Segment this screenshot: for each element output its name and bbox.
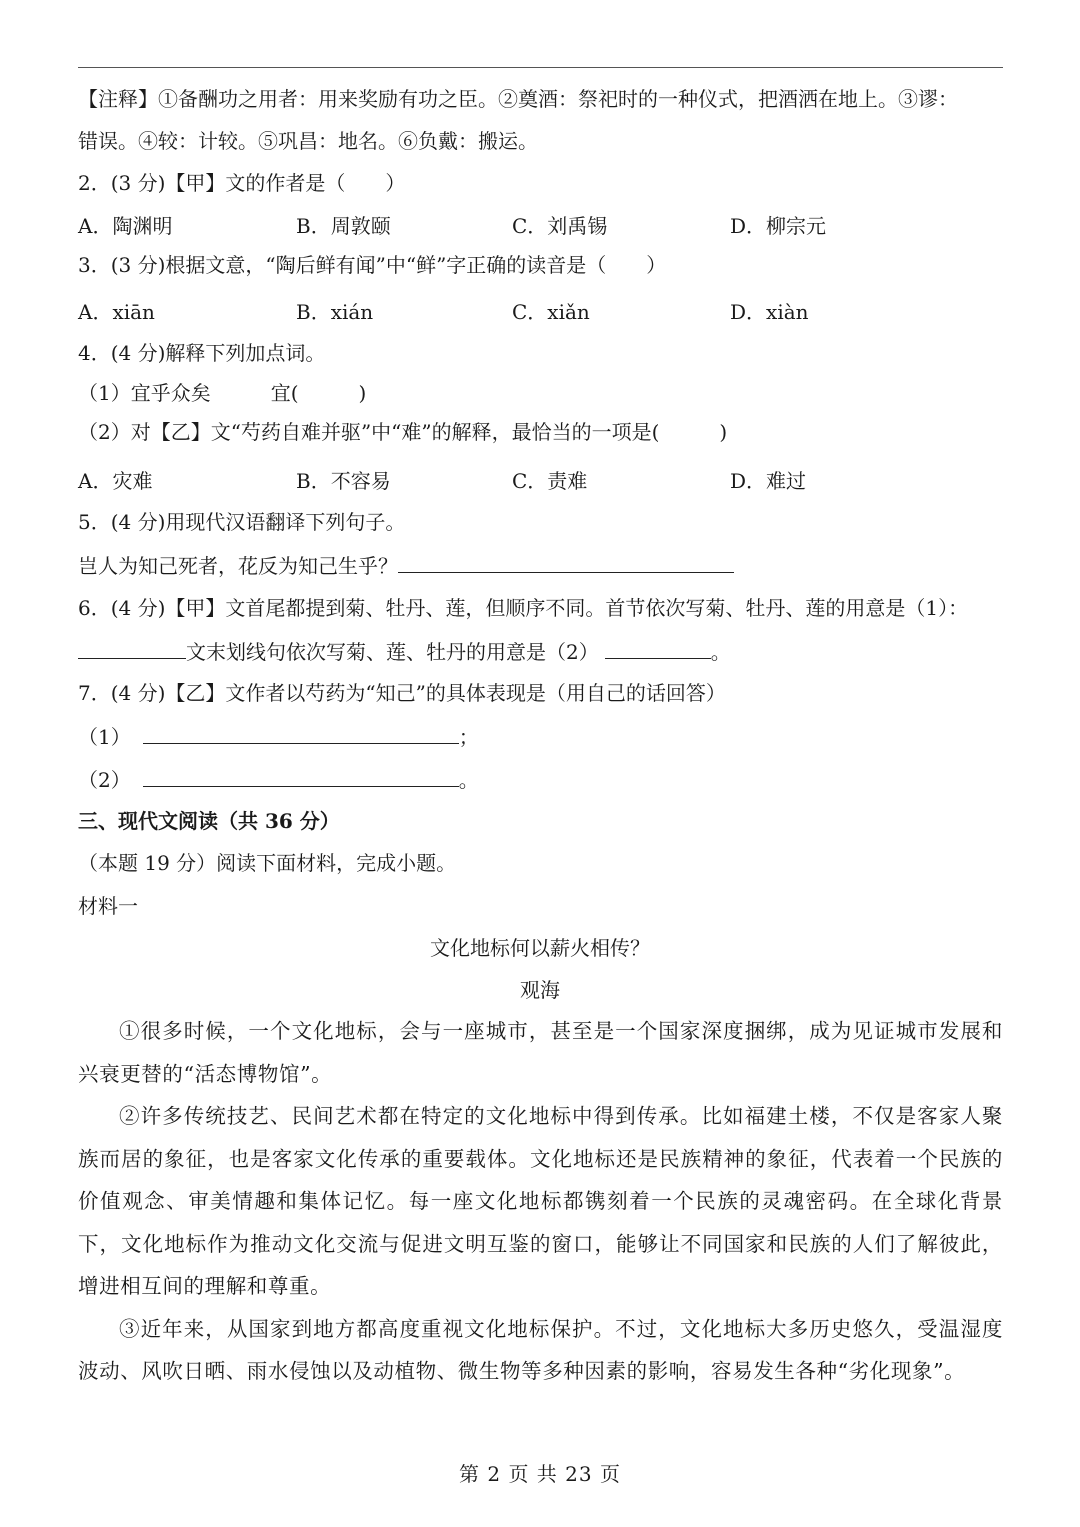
option-a: A．xiān: [78, 300, 155, 324]
article-author: 观海: [520, 978, 560, 1002]
article-body: [78, 1010, 1003, 1393]
question-4-sub-1: （1）宜乎众矣 宜( ): [78, 381, 367, 405]
section-heading: 三、现代文阅读（共 36 分）: [78, 809, 340, 833]
question-6-line-2: [78, 636, 731, 667]
question-6-end-punct: 。: [710, 640, 731, 664]
answer-label-1: （1）: [78, 725, 131, 749]
paragraph-1: ①很多时候，一个文化地标，会与一座城市，甚至是一个国家深度捆绑，成为见证城市发展和兴衰更替的“活态博物馆”。: [78, 1019, 1003, 1086]
section-intro: （本题 19 分）阅读下面材料，完成小题。: [78, 851, 457, 875]
question-3-options: [78, 297, 1003, 327]
option-a: A．陶渊明: [78, 214, 173, 238]
answer-blank[interactable]: [398, 550, 734, 573]
answer-label-2: （2）: [78, 768, 131, 792]
material-label: 材料一: [78, 894, 138, 918]
article-title: 文化地标何以薪火相传？: [430, 936, 650, 960]
option-b: B．周敦颐: [296, 214, 391, 238]
option-d: D．xiàn: [730, 300, 809, 324]
question-7-stem: 7．(4 分)【乙】文作者以芍药为“知己”的具体表现是（用自己的话回答）: [78, 681, 726, 705]
question-5-sentence-row: [78, 550, 734, 581]
answer-punct-2: 。: [458, 768, 479, 792]
question-4-stem: 4．(4 分)解释下列加点词。: [78, 341, 326, 365]
answer-punct-1: ；: [458, 725, 479, 749]
answer-blank-2[interactable]: [143, 764, 459, 787]
header-rule: [78, 67, 1003, 68]
question-5-sentence: 岂人为知己死者，花反为知己生乎？: [78, 554, 398, 578]
option-c: C．xiǎn: [512, 300, 590, 324]
question-3-stem: 3．(3 分)根据文意，“陶后鲜有闻”中“鲜”字正确的读音是（ ）: [78, 253, 667, 277]
option-c: C．责难: [512, 469, 588, 493]
paragraph-2: ②许多传统技艺、民间艺术都在特定的文化地标中得到传承。比如福建土楼，不仅是客家人聚族而居的象征，也是客家文化传承的重要载体。文化地标还是民族精神的象征，代表着一个民族的价值观念、审美情趣和集体记忆。每一座文化地标都镌刻着一个民族的灵魂密码。在全球化背景下，文化地标作为推动文化交流与促进文明互鉴的窗口，能够让不同国家和民族的人们了解彼此，增进相互间的理解和尊重。: [78, 1104, 1003, 1298]
option-b: B．不容易: [296, 469, 391, 493]
question-6-mid-text: 文末划线句依次写菊、莲、牡丹的用意是（2）: [186, 640, 599, 664]
notes-line-1: 【注释】①备酬功之用者：用来奖励有功之臣。②奠酒：祭祀时的一种仪式，把酒洒在地上。③谬：: [78, 87, 958, 111]
question-4-options: [78, 466, 1003, 496]
question-7-answer-2: [78, 764, 479, 795]
answer-blank-1[interactable]: [143, 721, 459, 744]
option-a: A．灾难: [78, 469, 153, 493]
option-b: B．xián: [296, 300, 374, 324]
option-c: C．刘禹锡: [512, 214, 608, 238]
option-d: D．柳宗元: [730, 214, 827, 238]
question-5-stem: 5．(4 分)用现代汉语翻译下列句子。: [78, 510, 406, 534]
option-d: D．难过: [730, 469, 807, 493]
question-2-stem: 2．(3 分)【甲】文的作者是（ ）: [78, 171, 406, 195]
page-number: 第 2 页 共 23 页: [459, 1462, 621, 1486]
answer-blank-2[interactable]: [605, 636, 711, 659]
notes-line-2: 错误。④较：计较。⑤巩昌：地名。⑥负戴：搬运。: [78, 129, 538, 153]
question-7-answer-1: [78, 721, 479, 752]
question-6-line-1: 6．(4 分)【甲】文首尾都提到菊、牡丹、莲，但顺序不同。首节依次写菊、牡丹、莲的用意是（1）：: [78, 596, 969, 620]
question-4-sub-2: （2）对【乙】文“芍药自难并驱”中“难”的解释，最恰当的一项是( ): [78, 420, 728, 444]
paragraph-3: ③近年来，从国家到地方都高度重视文化地标保护。不过，文化地标大多历史悠久，受温湿度波动、风吹日晒、雨水侵蚀以及动植物、微生物等多种因素的影响，容易发生各种“劣化现象”。: [78, 1316, 1003, 1383]
answer-blank-1[interactable]: [78, 636, 186, 659]
question-2-options: [78, 211, 1003, 241]
